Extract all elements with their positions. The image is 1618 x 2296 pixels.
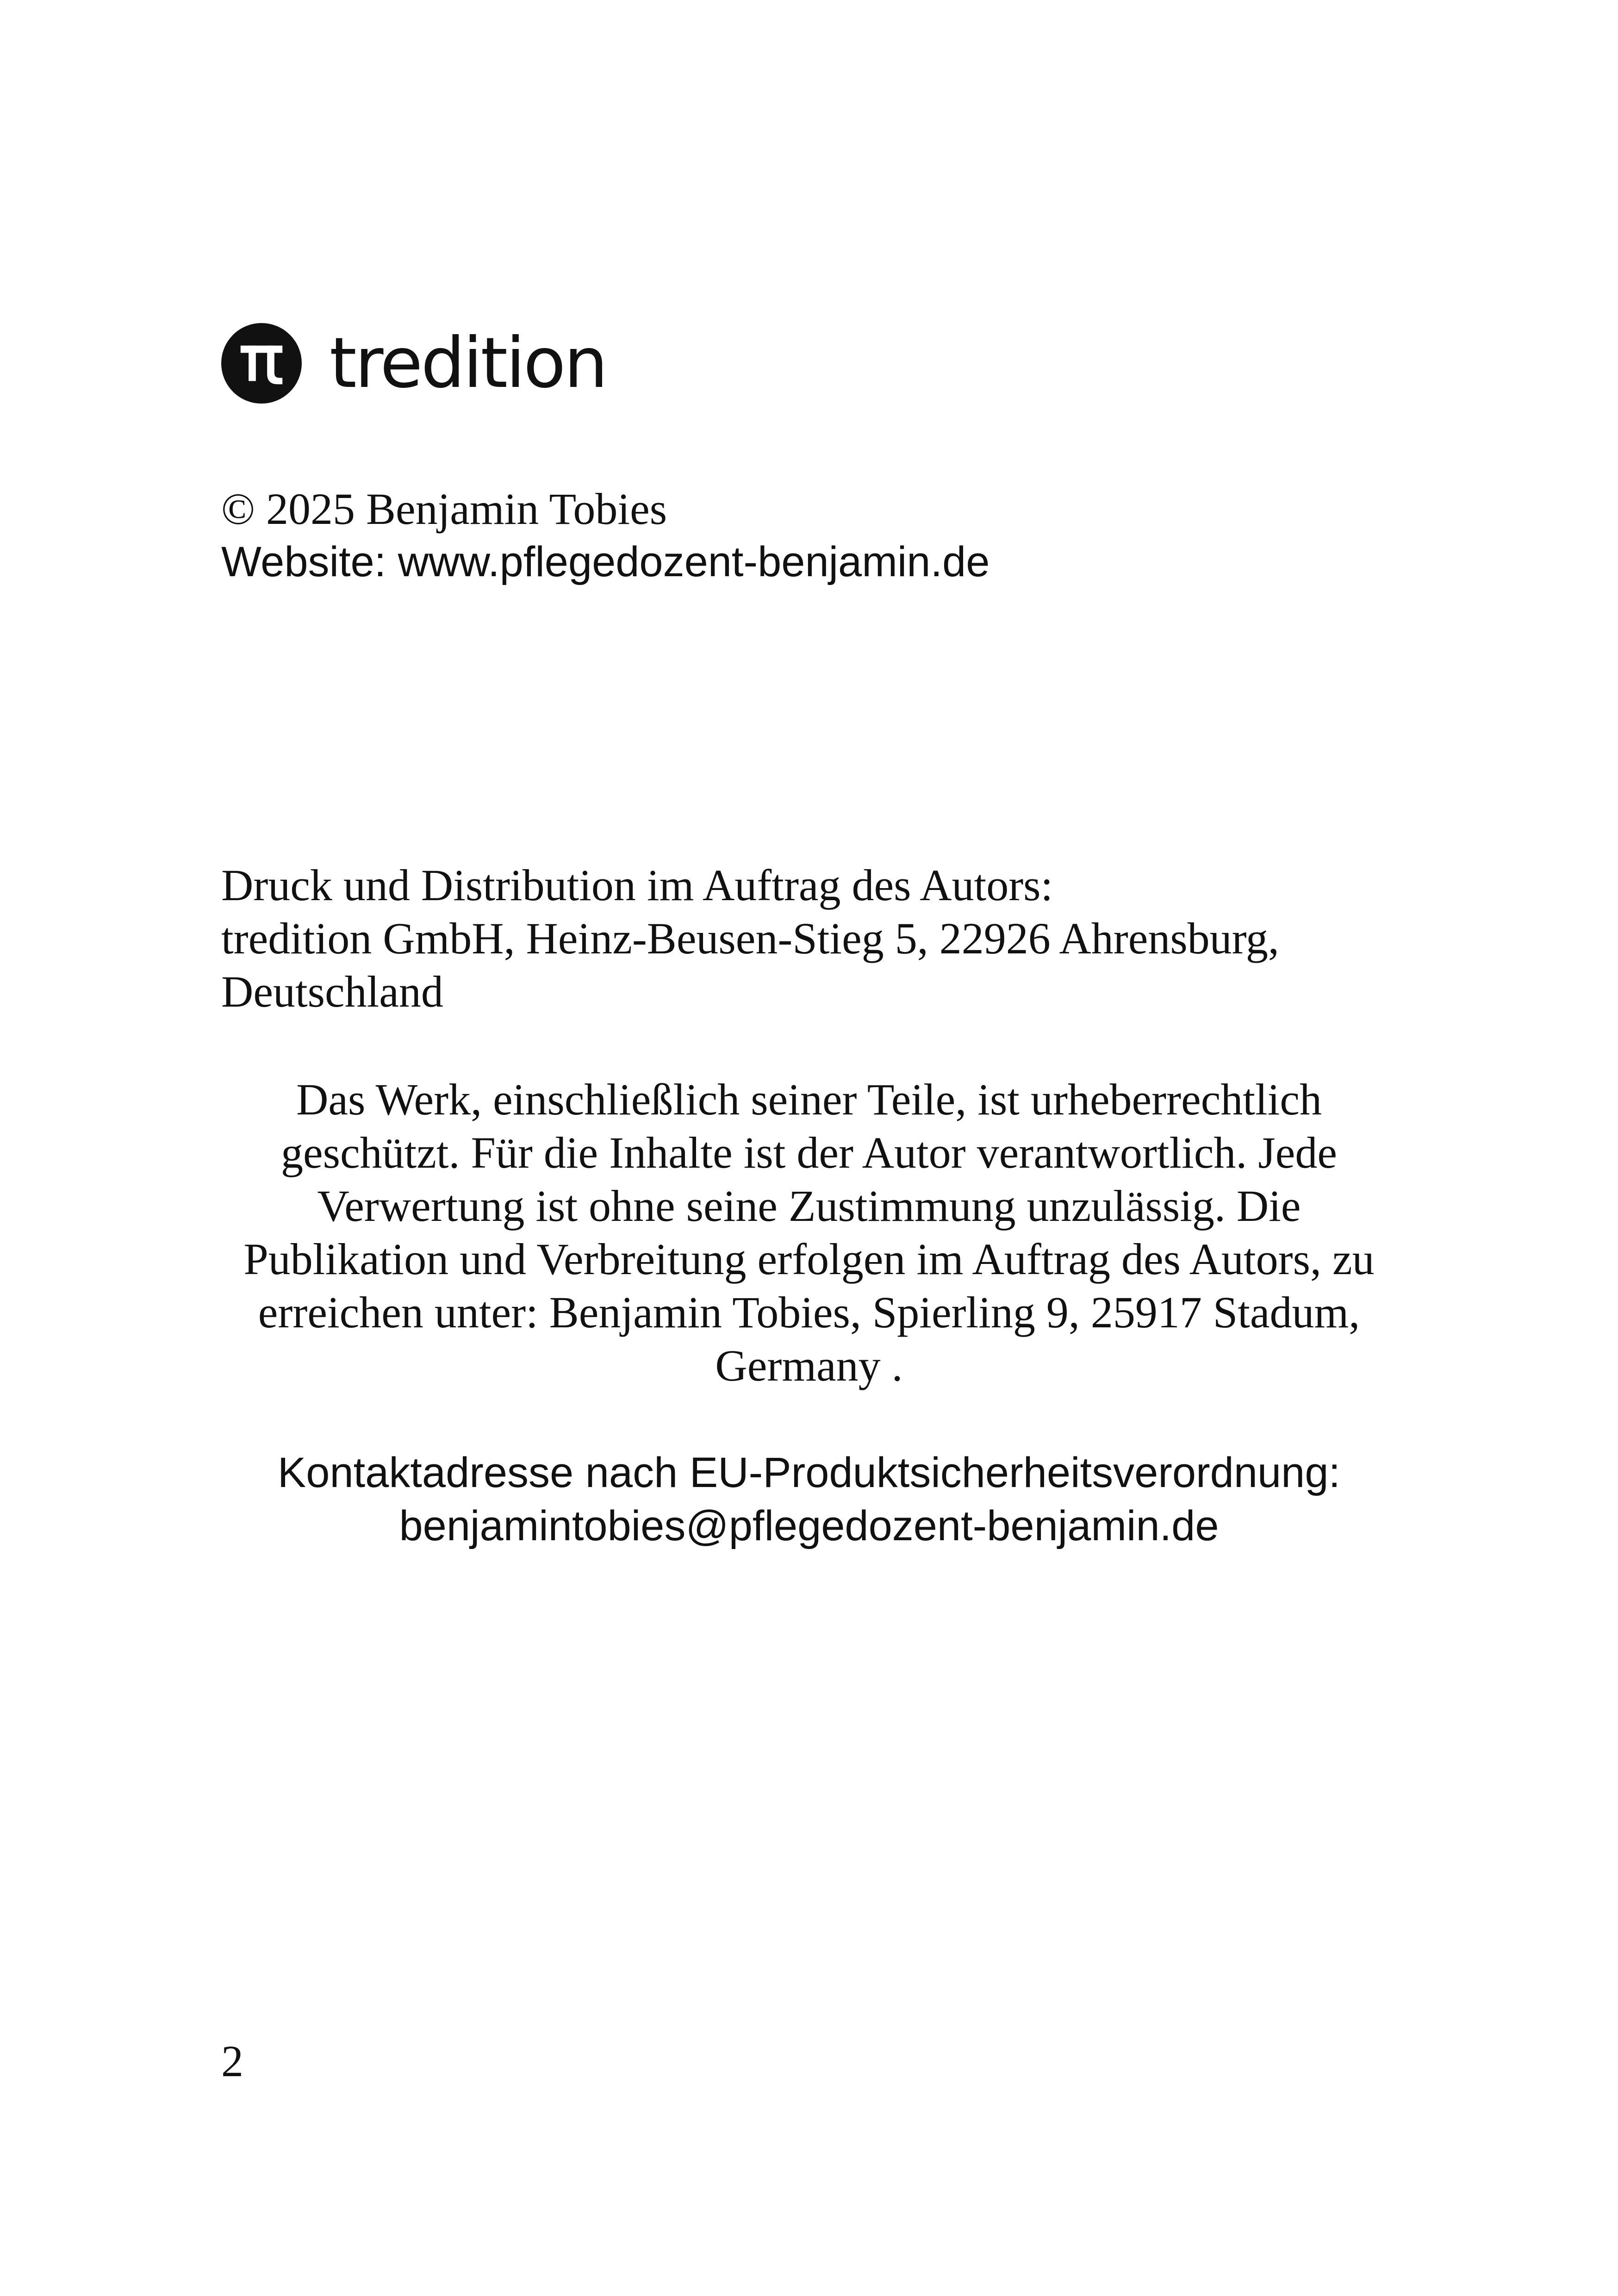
page-number: 2 xyxy=(221,2036,243,2086)
legal-line: Germany . xyxy=(715,1341,903,1390)
author-website: Website: www.pflegedozent-benjamin.de xyxy=(221,538,990,585)
legal-line: geschützt. Für die Inhalte ist der Autor verantwortlich. Jede xyxy=(280,1128,1337,1177)
contact-email: benjamintobies@pflegedozent-benjamin.de xyxy=(399,1502,1219,1549)
printing-line: Druck und Distribution im Auftrag des Autors: xyxy=(221,860,1053,910)
copyright-legal-notice xyxy=(194,1073,1424,1392)
contact-label: Kontaktadresse nach EU-Produktsicherheitsverordnung: xyxy=(277,1449,1341,1496)
legal-line: Das Werk, einschließlich seiner Teile, ist urheberrechtlich xyxy=(296,1075,1322,1124)
printing-distribution-notice xyxy=(221,859,1425,1018)
printing-line: Deutschland xyxy=(221,967,443,1016)
legal-line: Publikation und Verbreitung erfolgen im Auftrag des Autors, zu xyxy=(243,1234,1375,1284)
legal-line: erreichen unter: Benjamin Tobies, Spierling 9, 25917 Stadum, xyxy=(258,1288,1360,1337)
printing-line: tredition GmbH, Heinz-Beusen-Stieg 5, 22926 Ahrensburg, xyxy=(221,914,1279,963)
publisher-logo xyxy=(221,322,606,405)
tredition-logo-icon xyxy=(221,323,302,404)
publisher-wordmark: tredition xyxy=(330,323,606,404)
legal-line: Verwertung ist ohne seine Zustimmung unzulässig. Die xyxy=(317,1181,1301,1231)
eu-contact-notice xyxy=(194,1446,1424,1553)
copyright-line: © 2025 Benjamin Tobies xyxy=(221,484,667,534)
